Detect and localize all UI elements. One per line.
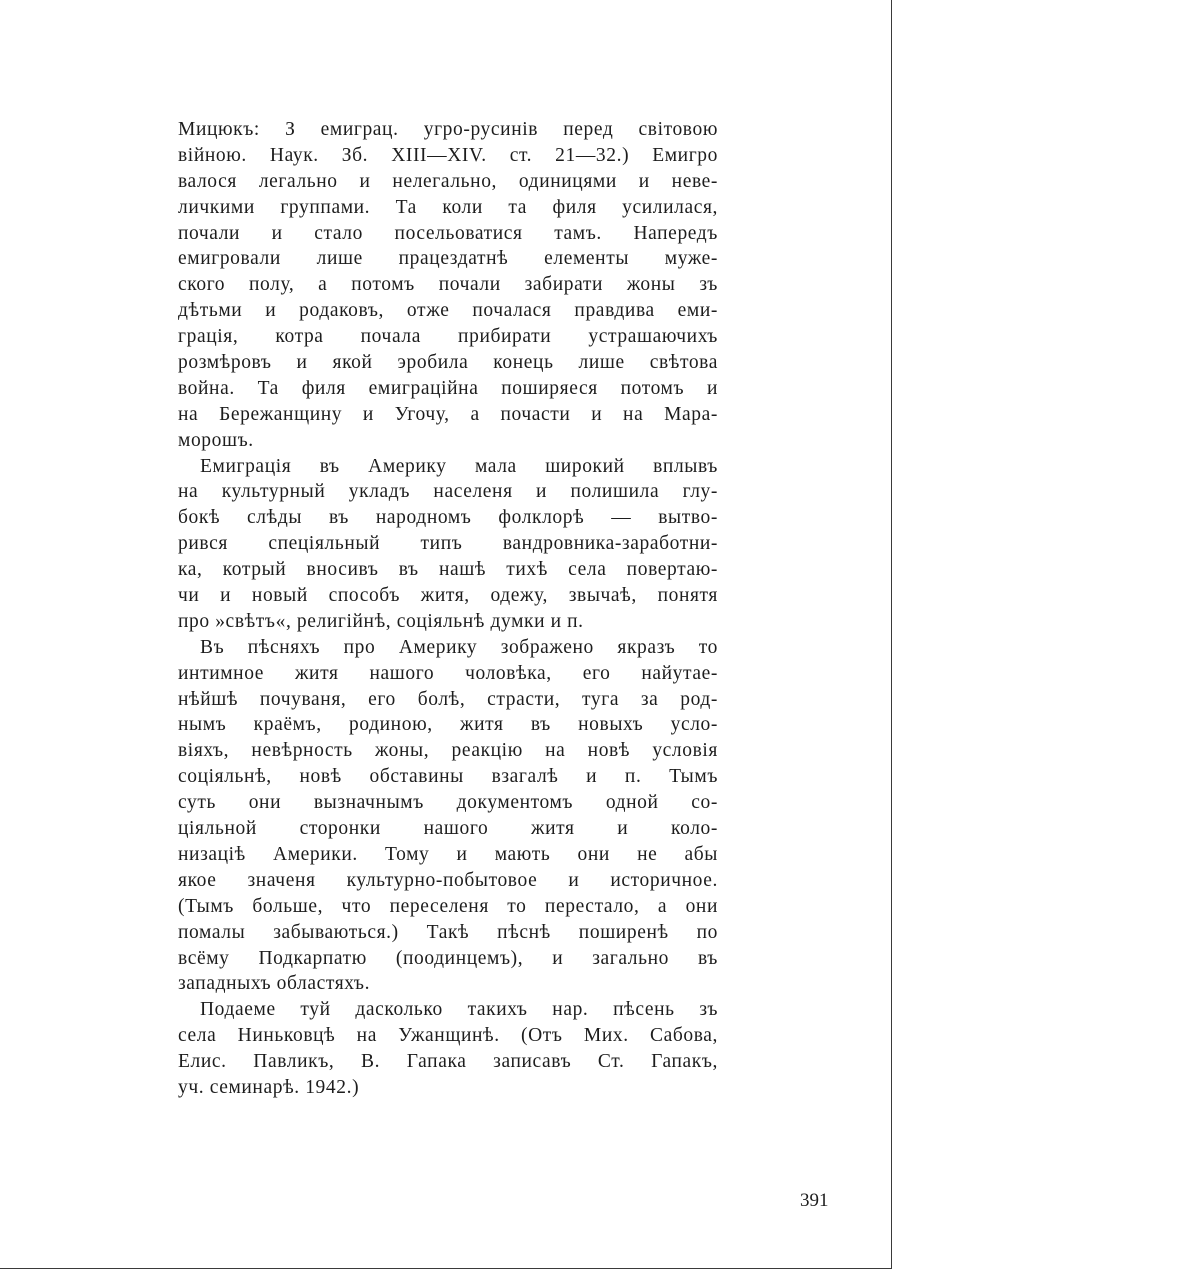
page-number: 391	[800, 1190, 829, 1211]
text-line: Емиграція въ Америку мала широкий вплывъ	[200, 455, 718, 477]
text-line: грація, котра почала прибирати устрашаючихъ	[178, 326, 718, 348]
text-line: на культурный укладъ населеня и полишила глу-	[178, 481, 718, 503]
text-line: помалы забываються.) Такѣ пѣснѣ поширенѣ по	[178, 921, 718, 943]
paragraph	[178, 454, 718, 635]
text-line: война. Та филя емиграційна поширяеся потомъ и	[178, 377, 718, 399]
text-line: почали и стало посельоватися тамъ. Напередъ	[178, 222, 718, 244]
text-line: розмѣровъ и якой эробила конець лише свѣтова	[178, 352, 718, 374]
paragraph	[178, 635, 718, 997]
page-body-text	[178, 117, 718, 1101]
paragraph	[178, 997, 718, 1101]
text-line: Елис. Павликъ, В. Гапака записавъ Ст. Гапакъ,	[178, 1051, 718, 1073]
text-line: емигровали лише працездатнѣ елементы муже-	[178, 248, 718, 270]
text-line: дѣтьми и родаковъ, отже почалася правдива еми-	[178, 300, 718, 322]
text-line: ского полу, а потомъ почали забирати жоны зъ	[178, 274, 718, 296]
text-line: нѣйшѣ почуваня, его болѣ, страсти, туга за род-	[178, 688, 718, 710]
text-line: ціяльной сторонки нашого житя и коло-	[178, 818, 718, 840]
text-line: валося легально и нелегально, одиницями и неве-	[178, 170, 718, 192]
text-line: про »свѣтъ«, религійнѣ, соціяльнѣ думки и п.	[178, 610, 584, 632]
text-line: интимное житя нашого чоловѣка, его найутае-	[178, 662, 718, 684]
text-line: Подаеме туй дасколько такихъ нар. пѣсень зъ	[200, 999, 718, 1021]
text-line: села Ниньковцѣ на Ужанщинѣ. (Отъ Мих. Сабова,	[178, 1025, 718, 1047]
text-line: ка, котрый вносивъ въ нашѣ тихѣ села повертаю-	[178, 559, 718, 581]
text-line: уч. семинарѣ. 1942.)	[178, 1076, 360, 1098]
text-line: соціяльнѣ, новѣ обставины взагалѣ и п. Тымъ	[178, 766, 718, 788]
text-line: низаціѣ Америки. Тому и мають они не абы	[178, 843, 718, 865]
text-line: Въ пѣсняхъ про Америку зображено якразъ то	[200, 636, 718, 658]
text-line: на Бережанщину и Угочу, а почасти и на Мара-	[178, 403, 718, 425]
text-line: западныхъ областяхъ.	[178, 973, 371, 995]
text-line: якое значеня культурно-побытовое и историчное.	[178, 869, 718, 891]
text-line: нымъ краёмъ, родиною, житя въ новыхъ усло-	[178, 714, 718, 736]
text-line: війною. Наук. Зб. XIII—XIV. ст. 21—32.) Емигро	[178, 144, 718, 166]
text-line: рився спеціяльный типъ вандровника-заработни-	[178, 533, 718, 555]
text-line: всёму Подкарпатю (поодинцемъ), и загально въ	[178, 947, 718, 969]
text-line: чи и новый способъ житя, одежу, звычаѣ, понятя	[178, 585, 718, 607]
text-line: віяхъ, невѣрность жоны, реакцію на новѣ условія	[178, 740, 718, 762]
text-line: суть они вызначнымъ документомъ одной со-	[178, 792, 718, 814]
text-line: Мицюкъ: З емиграц. угро-русинів перед світовою	[178, 119, 718, 140]
text-line: бокѣ слѣды въ народномъ фолклорѣ — вытво-	[178, 507, 718, 529]
paragraph	[178, 117, 718, 454]
text-line: морошъ.	[178, 429, 254, 451]
text-line: личкими группами. Та коли та филя усилилася,	[178, 196, 718, 218]
text-line: (Тымъ больше, что переселеня то перестало, а они	[178, 895, 718, 917]
